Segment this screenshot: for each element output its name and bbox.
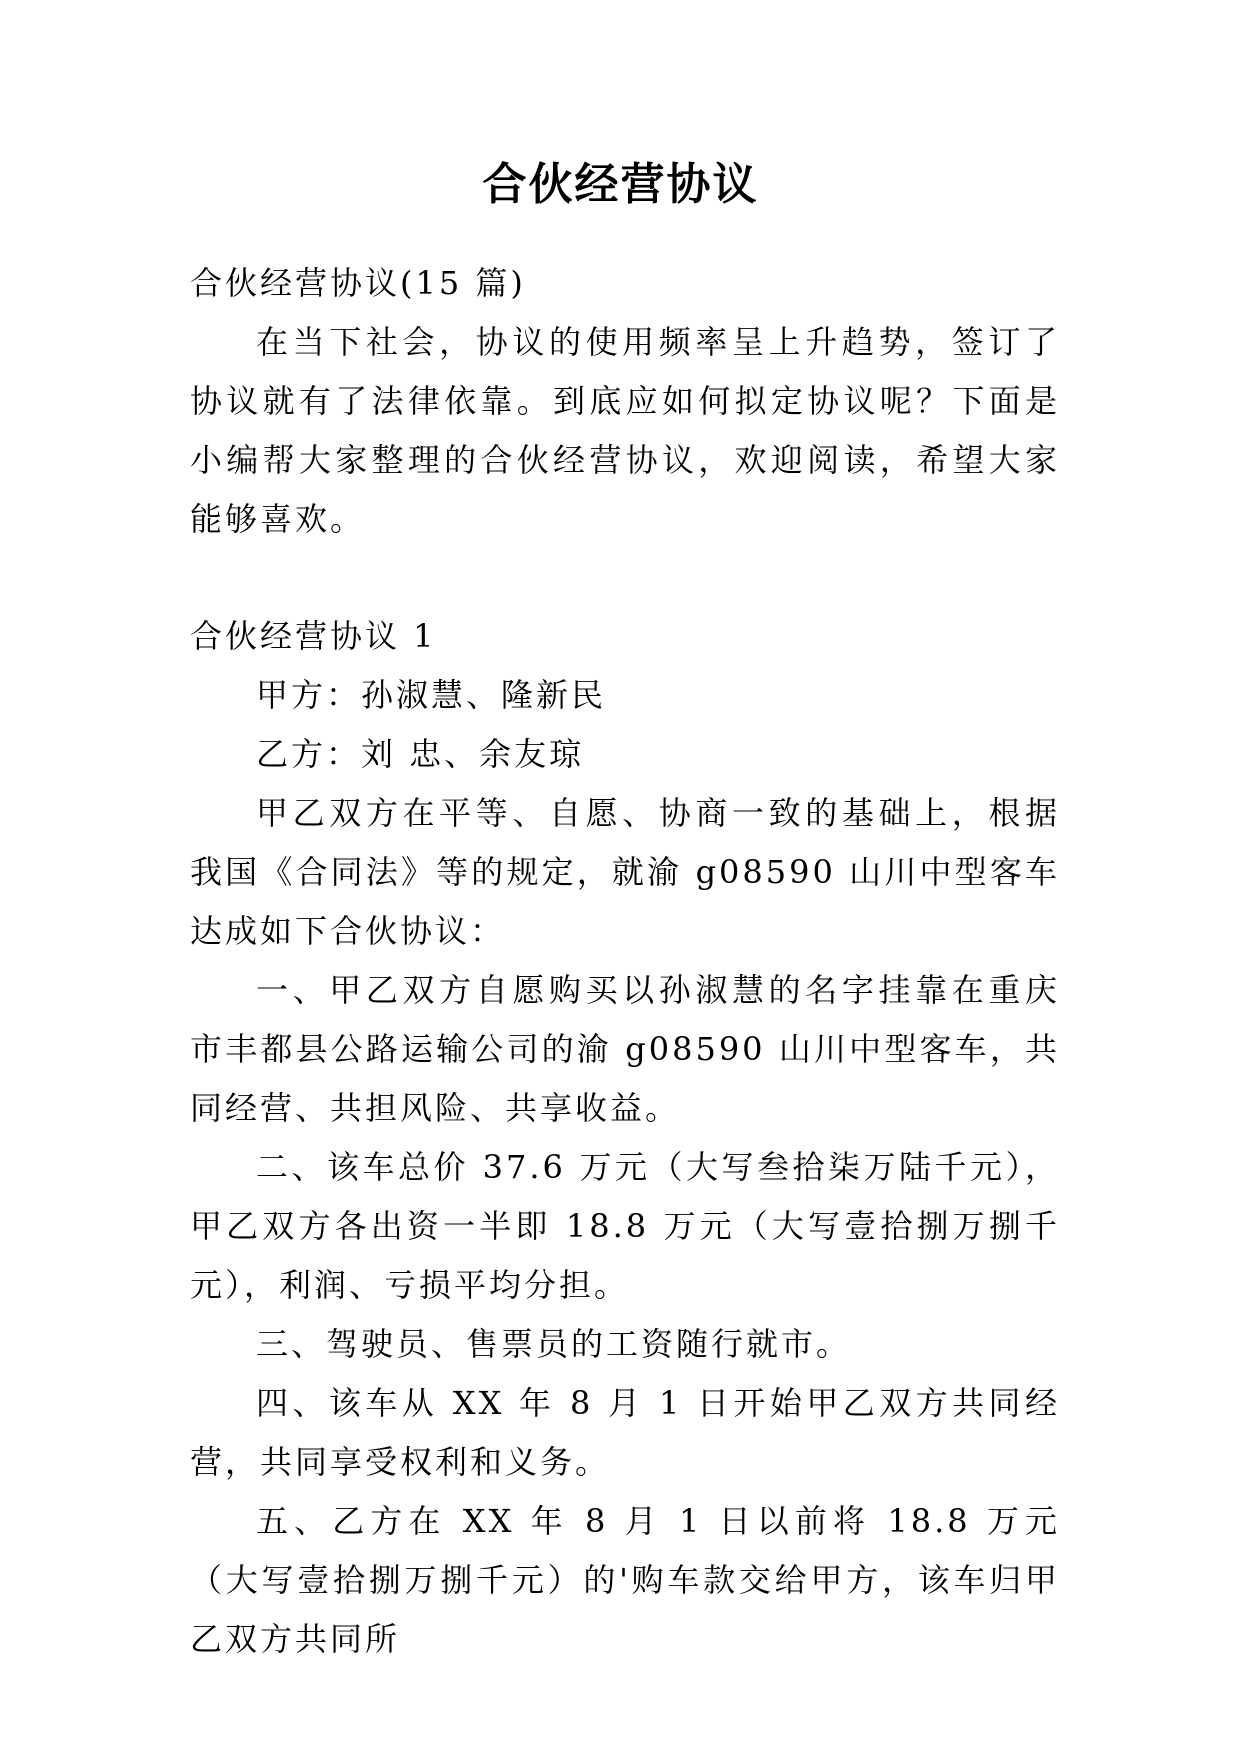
party-b-line: 乙方：刘 忠、余友琼 xyxy=(256,735,585,773)
paragraph-gap xyxy=(190,549,1060,607)
document-title: 合伙经营协议 xyxy=(482,159,759,210)
section-heading: 合伙经营协议 1 xyxy=(190,617,437,655)
clause-2: 二、该车总价 37.6 万元（大写叁拾柒万陆千元），甲乙双方各出资一半即 18.8 万元（大写壹拾捌万捌千元），利润、亏损平均分担。 xyxy=(190,1148,1060,1304)
preamble-paragraph: 甲乙双方在平等、自愿、协商一致的基础上，根据我国《合同法》等的规定，就渝 g08590 山川中型客车达成如下合伙协议： xyxy=(190,794,1060,950)
clause-1: 一、甲乙双方自愿购买以孙淑慧的名字挂靠在重庆市丰都县公路运输公司的渝 g08590 山川中型客车，共同经营、共担风险、共享收益。 xyxy=(190,971,1060,1127)
document-body xyxy=(190,254,1060,1669)
clause-3: 三、驾驶员、售票员的工资随行就市。 xyxy=(256,1325,852,1363)
document-subtitle: 合伙经营协议(15 篇) xyxy=(190,264,526,302)
clause-4: 四、该车从 XX 年 8 月 1 日开始甲乙双方共同经营，共同享受权利和义务。 xyxy=(190,1384,1060,1481)
intro-paragraph: 在当下社会，协议的使用频率呈上升趋势，签订了协议就有了法律依靠。到底应如何拟定协议呢？下面是小编帮大家整理的合伙经营协议，欢迎阅读，希望大家能够喜欢。 xyxy=(190,323,1060,538)
party-a-line: 甲方：孙淑慧、隆新民 xyxy=(256,676,607,714)
clause-5: 五、乙方在 XX 年 8 月 1 日以前将 18.8 万元（大写壹拾捌万捌千元）的'购车款交给甲方，该车归甲乙双方共同所 xyxy=(190,1502,1060,1658)
